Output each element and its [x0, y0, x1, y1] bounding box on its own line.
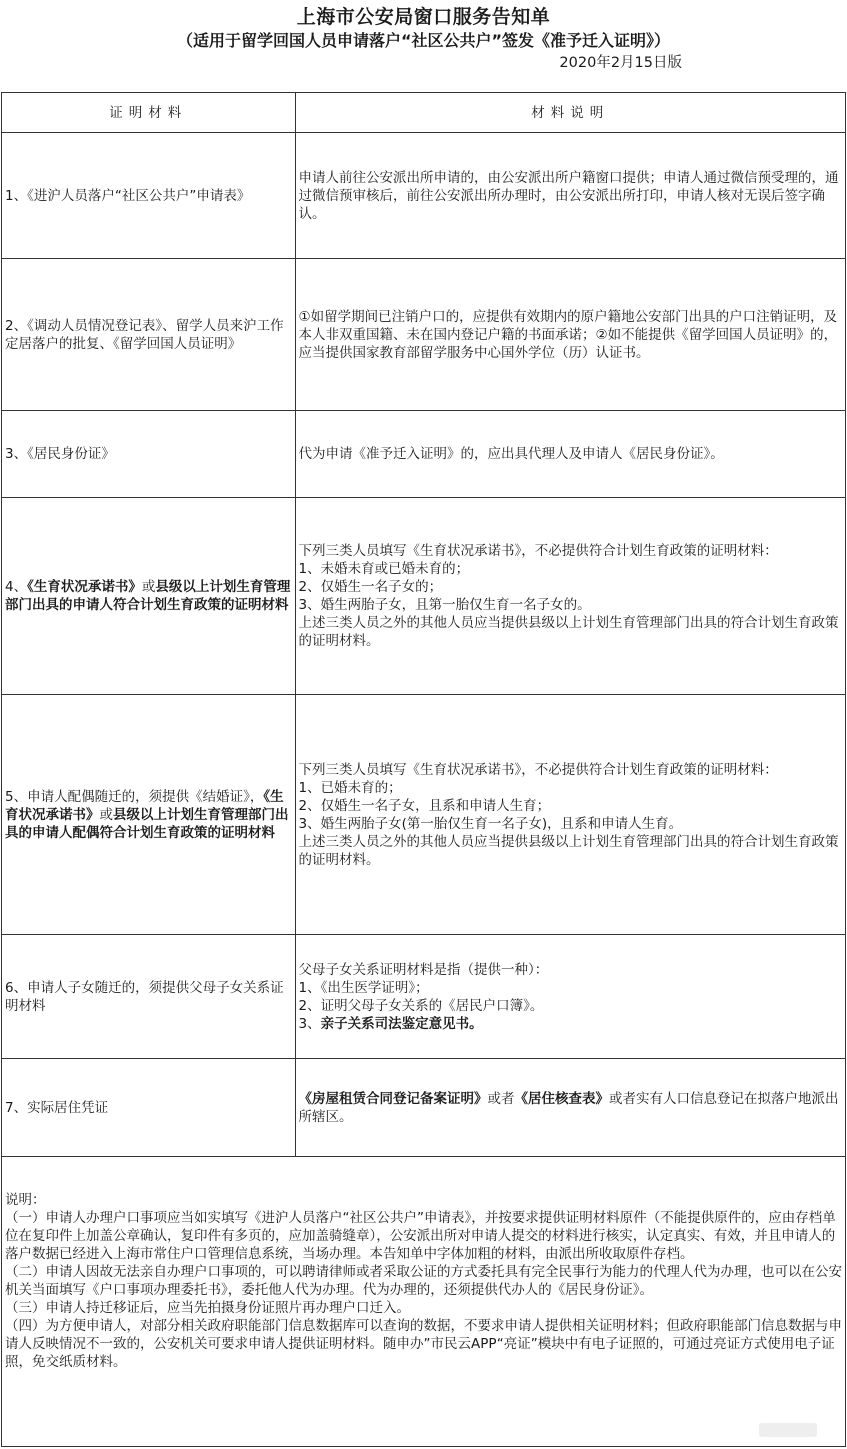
table-header-row	[2, 93, 846, 133]
notes-item: （四）为方便申请人，对部分相关政府职能部门信息数据库可以查询的数据，不要求申请人提供相关证明材料；但政府职能部门信息数据与申请人反映情况不一致的，公安机关可要求申请人提供证明材料。随申办”市民云APP“亮证”模块中有电子证照的，可通过亮证方式使用电子证照，免交纸质材料。	[5, 1318, 842, 1370]
material-bold-text: 《生育状况承诺书》	[5, 788, 284, 823]
notes-item: （一）申请人办理户口事项应当如实填写《进沪人员落户“社区公共户”申请表》，并按要求提供证明材料原件（不能提供原件的，应由存档单位在复印件上加盖公章确认，复印件有多页的，应加盖骑缝章），公安派出所对申请人提交的材料进行核实，认定真实、有效，并且申请人的落户数据已经进入上海市常住户口管理信息系统，当场办理。本告知单中字体加粗的材料，由派出所收取原件存档。	[5, 1210, 836, 1262]
material-bold-text: 《生育状况承诺书》	[27, 579, 142, 595]
document-title: 上海市公安局窗口服务告知单	[296, 6, 551, 28]
description-line: 1、未婚未育或已婚未育的；	[298, 561, 470, 577]
notes-item: （三）申请人持迁移证后，应当先拍摄身份证照片再办理户口迁入。	[5, 1300, 410, 1316]
table-row	[2, 133, 846, 259]
table-row	[2, 1059, 846, 1157]
description-cell	[295, 935, 845, 1059]
material-number: 4、	[5, 579, 28, 595]
version-date: 2020年2月15日版	[559, 55, 682, 71]
table-row	[2, 411, 846, 498]
description-line: 2、仅婚生一名子女，且系和申请人生育；	[298, 797, 551, 814]
description-line	[299, 1015, 842, 1033]
description-line: 父母子女关系证明材料是指（提供一种）：	[298, 961, 549, 978]
materials-table	[1, 92, 846, 1447]
table-row	[2, 259, 846, 411]
table-row	[2, 695, 846, 935]
description-line: 1、《出生医学证明》；	[298, 979, 429, 996]
description-cell: 代为申请《准予迁入证明》的，应出具代理人及申请人《居民身份证》。	[295, 411, 845, 498]
description-cell: ①如留学期间已注销户口的，应提供有效期内的原户籍地公安部门出具的户口注销证明，及本人非双重国籍、未在国内登记户籍的书面承诺；②如不能提供《留学回国人员证明》的，应当提供国家教育部留学服务中心国外学位（历）认证书。	[295, 259, 845, 411]
column-header-description: 材料说明	[295, 93, 845, 133]
description-cell	[295, 695, 845, 935]
notes-row	[2, 1157, 846, 1447]
description-bold-text: 《房屋租赁合同登记备案证明》	[298, 1090, 488, 1107]
description-line: 3、婚生两胎子女(第一胎仅生育一名子女)，且系和申请人生育。	[298, 815, 683, 832]
description-bold-text: 《居住核查表》	[514, 1090, 610, 1107]
notes-heading: 说明：	[5, 1192, 46, 1208]
column-header-materials: 证明材料	[2, 93, 296, 133]
material-number: 5、申请人配偶随迁的，须提供《结婚证》，	[5, 788, 264, 805]
notes-item: （二）申请人因故无法亲自办理户口事项的，可以聘请律师或者采取公证的方式委托具有完全民事行为能力的代理人代为办理，也可以在公安机关当面填写《户口事项办理委托书》，委托他人代为办理。代为办理的，还须提供代办人的《居民身份证》。	[5, 1264, 842, 1298]
watermark	[759, 1423, 817, 1437]
description-line: 1、已婚未育的；	[298, 779, 402, 796]
table-row	[2, 498, 846, 695]
material-cell: 1、《进沪人员落户“社区公共户”申请表》	[2, 133, 296, 259]
document-header	[0, 0, 847, 92]
document-subtitle: （适用于留学回国人员申请落户“社区公共户”签发《准予迁入证明》）	[176, 31, 671, 50]
material-cell: 7、实际居住凭证	[2, 1059, 296, 1157]
material-cell	[2, 695, 296, 935]
material-cell: 2、《调动人员情况登记表》、留学人员来沪工作定居落户的批复、《留学回国人员证明》	[2, 259, 296, 411]
description-line: 上述三类人员之外的其他人员应当提供县级以上计划生育管理部门出具的符合计划生育政策的证明材料。	[298, 833, 839, 868]
material-connector: 或	[141, 579, 156, 595]
description-line: 3、婚生两胎子女，且第一胎仅生育一名子女的。	[298, 597, 591, 613]
material-bold-text: 县级以上计划生育管理部门出具的申请人配偶符合计划生育政策的证明材料	[5, 806, 289, 841]
description-bold-text: 亲子关系司法鉴定意见书。	[320, 1015, 483, 1032]
description-line: 2、仅婚生一名子女的；	[298, 579, 443, 595]
description-line: 2、证明父母子女关系的《居民户口簿》。	[298, 997, 544, 1014]
notes-cell	[2, 1157, 846, 1447]
description-line: 下列三类人员填写《生育状况承诺书》，不必提供符合计划生育政策的证明材料：	[298, 543, 778, 559]
description-connector: 或者	[487, 1090, 515, 1107]
material-cell: 3、《居民身份证》	[2, 411, 296, 498]
description-line: 上述三类人员之外的其他人员应当提供县级以上计划生育管理部门出具的符合计划生育政策的证明材料。	[298, 615, 839, 649]
description-cell	[295, 1059, 845, 1157]
material-cell	[2, 498, 296, 695]
description-cell: 申请人前往公安派出所申请的，由公安派出所户籍窗口提供；申请人通过微信预受理的，通过微信预审核后，前往公安派出所办理时，由公安派出所打印，申请人核对无误后签字确认。	[295, 133, 845, 259]
material-bold-text: 县级以上计划生育管理部门出具的申请人符合计划生育政策的证明材料	[5, 579, 291, 613]
table-row	[2, 935, 846, 1059]
description-cell	[295, 498, 845, 695]
description-line: 下列三类人员填写《生育状况承诺书》，不必提供符合计划生育政策的证明材料：	[298, 761, 778, 778]
material-connector: 或	[99, 806, 113, 823]
description-number: 3、	[298, 1015, 321, 1032]
description-tail: 或者实有人口信息登记在拟落户地派出所辖区。	[298, 1090, 839, 1125]
material-cell: 6、申请人子女随迁的，须提供父母子女关系证明材料	[2, 935, 296, 1059]
